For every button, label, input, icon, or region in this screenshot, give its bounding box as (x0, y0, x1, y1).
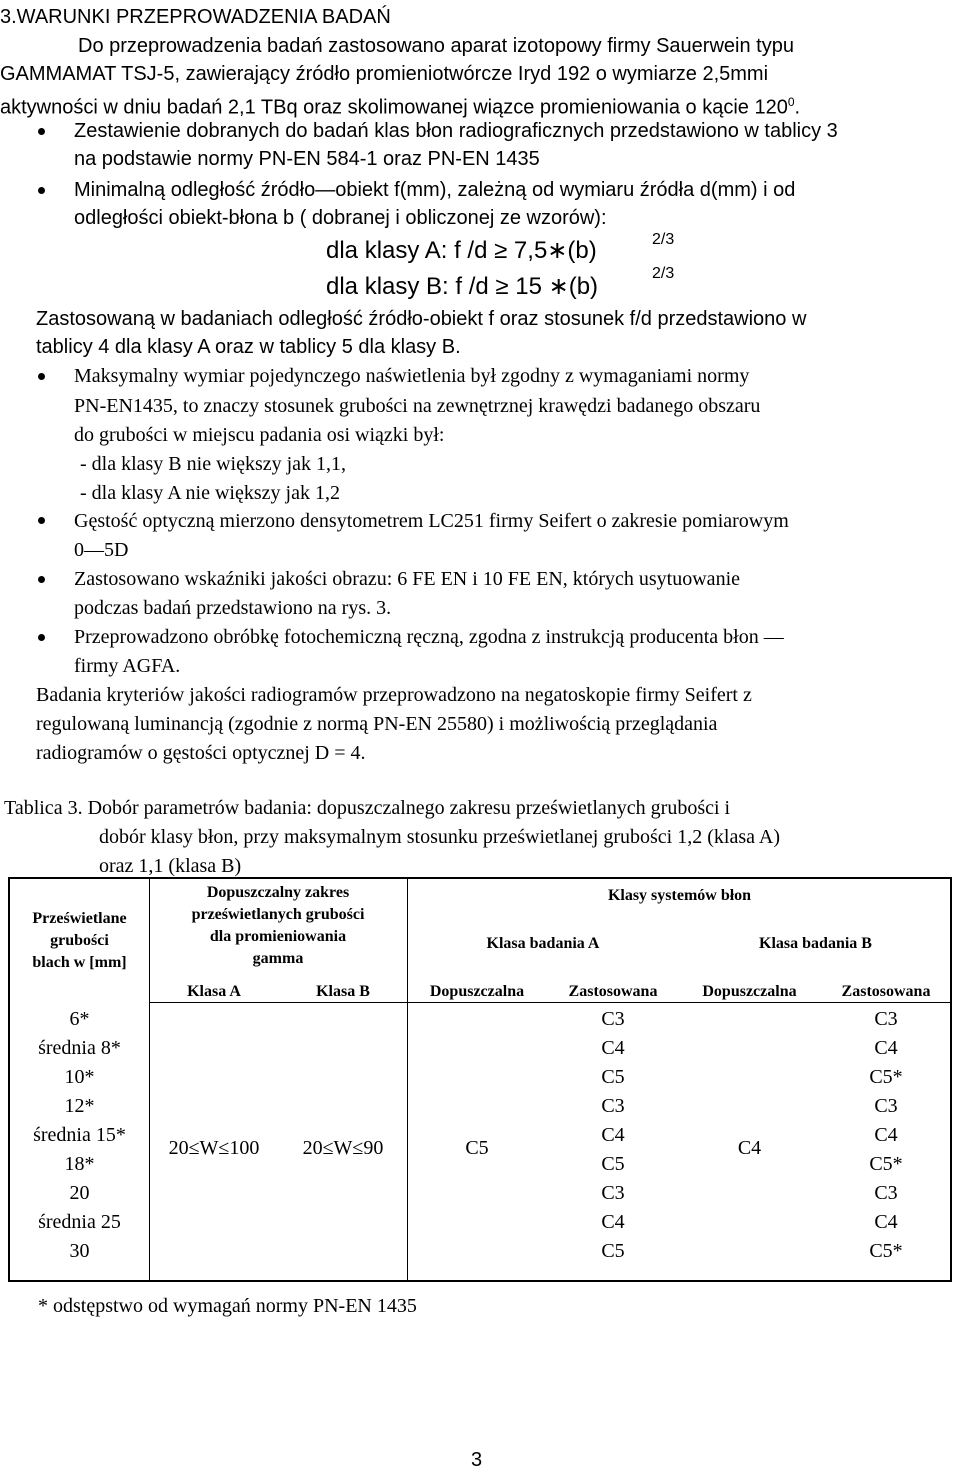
bullet-2-line-2: odległości obiekt-błona b ( dobranej i obliczonej ze wzorów): (74, 207, 607, 229)
applied-a-column (547, 1005, 679, 1266)
bullet-4-line-2: 0—5D (74, 539, 129, 561)
table-caption-line-2: dobór klasy błon, przy maksymalnym stosunku prześwietlanej grubości 1,2 (klasa A) (99, 826, 780, 848)
table-cell: C5 (601, 1240, 625, 1262)
bullet-6-line-2: firmy AGFA. (74, 655, 181, 677)
bullet-3-line-5: - dla klasy A nie większy jak 1,2 (80, 482, 340, 504)
intro-line-3: aktywności w dniu badań 2,1 TBq oraz skolimowanej wiązce promieniowania o kącie $120^0$. (0, 95, 801, 119)
table-cell: C3 (874, 1182, 898, 1204)
table-cell: C3 (874, 1095, 898, 1117)
thickness-column (10, 1005, 149, 1266)
parameters-table (8, 877, 952, 1282)
header-klasa-a: Klasa A (187, 983, 241, 1000)
table-cell: C5 (601, 1066, 625, 1088)
formula-class-b-exponent: 2/3 (652, 265, 675, 282)
table-cell: C3 (601, 1182, 625, 1204)
header-class-a-test: Klasa badania A (486, 935, 600, 952)
degree-sup: 0 (787, 95, 795, 109)
allowed-class-b: C4 (737, 1137, 762, 1159)
table-cell: C3 (601, 1095, 625, 1117)
applied-b-column (820, 1005, 952, 1266)
bullet-2-line-1: Minimalną odległość źródło—obiekt f(mm), zależną od wymiaru źródła d(mm) i od (74, 179, 796, 201)
header-zastosowana-a: Zastosowana (568, 983, 658, 1000)
bullet-5 (38, 576, 45, 583)
bullet-3-line-3: do grubości w miejscu padania osi wiązki był: (74, 424, 445, 446)
table-cell: C4 (601, 1211, 625, 1233)
table-cell: C3 (874, 1008, 898, 1030)
bullet-1 (38, 128, 45, 135)
paragraph-2-line-3: radiogramów o gęstości optycznej D = 4. (36, 742, 366, 764)
header-klasa-b: Klasa B (316, 983, 370, 1000)
bullet-6-line-1: Przeprowadzono obróbkę fotochemiczną ręczną, zgodna z instrukcją producenta błon — (74, 626, 784, 648)
table-cell: średnia 15* (33, 1124, 126, 1146)
paragraph-2-line-1: Badania kryteriów jakości radiogramów przeprowadzono na negatoskopie firmy Seifert z (36, 684, 752, 706)
formula-class-b: dla klasy B: f /d ≥ 15 ∗(b) (326, 273, 599, 300)
range-class-a: 20≤W≤100 (168, 1137, 260, 1159)
table-cell: C4 (601, 1124, 625, 1146)
table-cell: średnia 25 (38, 1211, 121, 1233)
bullet-2 (38, 187, 45, 194)
table-cell: 18* (64, 1153, 95, 1175)
bullet-6 (38, 634, 45, 641)
section-heading: 3.WARUNKI PRZEPROWADZENIA BADAŃ (0, 6, 391, 28)
bullet-4-line-1: Gęstość optyczną mierzono densytometrem LC251 firmy Seifert o zakresie pomiarowym (74, 510, 789, 532)
bullet-3 (38, 373, 45, 380)
header-dopuszczalna-a: Dopuszczalna (429, 983, 525, 1000)
formula-class-a: dla klasy A: f /d ≥ 7,5∗(b) (326, 237, 597, 264)
header-zastosowana-b: Zastosowana (841, 983, 931, 1000)
intro-line-2: GAMMAMAT TSJ-5, zawierający źródło promieniotwórcze Iryd 192 o wymiarze 2,5mmi (0, 63, 769, 85)
table-cell: 12* (64, 1095, 95, 1117)
table-cell: 20 (69, 1182, 90, 1204)
paragraph-1-line-2: tablicy 4 dla klasy A oraz w tablicy 5 dla klasy B. (36, 336, 461, 358)
table-cell: C4 (874, 1037, 898, 1059)
table-cell: 6* (69, 1008, 90, 1030)
table-cell: 30 (69, 1240, 90, 1262)
bullet-5-line-1: Zastosowano wskaźniki jakości obrazu: 6 FE EN i 10 FE EN, których usytuowanie (74, 568, 740, 590)
header-film-classes: Klasy systemów błon (607, 887, 752, 904)
table-cell: C3 (601, 1008, 625, 1030)
table-cell: C5* (869, 1066, 903, 1088)
bullet-1-line-1: Zestawienie dobranych do badań klas błon radiograficznych przedstawiono w tablicy 3 (74, 120, 838, 142)
bullet-3-line-1: Maksymalny wymiar pojedynczego naświetlenia był zgodny z wymaganiami normy (74, 365, 750, 387)
table-caption-line-3: oraz 1,1 (klasa B) (99, 855, 242, 877)
bullet-1-line-2: na podstawie normy PN-EN 584-1 oraz PN-EN 1435 (74, 148, 540, 170)
bullet-4 (38, 517, 45, 524)
paragraph-1-line-1: Zastosowaną w badaniach odległość źródło-obiekt f oraz stosunek f/d przedstawiono w (36, 308, 807, 330)
page-number: 3 (471, 1449, 483, 1471)
table-cell: C4 (874, 1124, 898, 1146)
bullet-3-line-2: PN-EN1435, to znaczy stosunek grubości na zewnętrznej krawędzi badanego obszaru (74, 395, 761, 417)
table-cell: C5 (601, 1153, 625, 1175)
intro-line-1: Do przeprowadzenia badań zastosowano aparat izotopowy firmy Sauerwein typu (78, 35, 794, 57)
bullet-5-line-2: podczas badań przedstawiono na rys. 3. (74, 597, 392, 619)
header-class-b-test: Klasa badania B (759, 935, 872, 952)
header-thickness: Prześwietlane grubości blach w [mm] (32, 910, 127, 971)
formula-class-a-exponent: 2/3 (652, 231, 675, 248)
table-cell: 10* (64, 1066, 95, 1088)
allowed-class-a: C5 (465, 1137, 489, 1159)
header-range: Dopuszczalny zakres prześwietlanych grubości dla promieniowania gamma (191, 884, 365, 967)
table-cell: C4 (874, 1211, 898, 1233)
table-cell: C5* (869, 1153, 903, 1175)
footnote: * odstępstwo od wymagań normy PN-EN 1435 (38, 1295, 417, 1317)
table-cell: C5* (869, 1240, 903, 1262)
bullet-3-line-4: - dla klasy B nie większy jak 1,1, (80, 453, 347, 475)
table-caption-line-1: Tablica 3. Dobór parametrów badania: dopuszczalnego zakresu prześwietlanych grubości i (4, 797, 731, 819)
header-dopuszczalna-b: Dopuszczalna (702, 983, 797, 1000)
paragraph-2-line-2: regulowaną luminancją (zgodnie z normą PN-EN 25580) i możliwością przeglądania (36, 713, 718, 735)
table-cell: C4 (601, 1037, 625, 1059)
range-class-b: 20≤W≤90 (302, 1137, 384, 1159)
table-cell: średnia 8* (38, 1037, 121, 1059)
